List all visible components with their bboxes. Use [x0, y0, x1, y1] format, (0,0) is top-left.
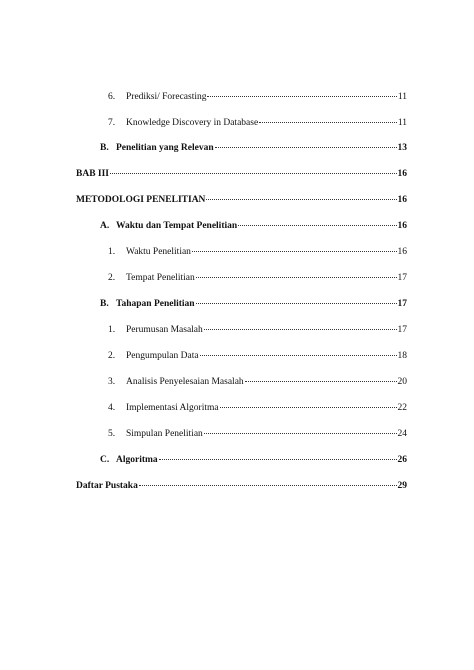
- dot-leader: [238, 225, 396, 226]
- toc-entry-title: Algoritma: [116, 455, 158, 465]
- toc-entry: [108, 323, 407, 337]
- dot-leader: [259, 122, 397, 123]
- toc-entry-title: Analisis Penyelesaian Masalah: [126, 377, 244, 387]
- toc-entry-number: 1.: [108, 247, 116, 257]
- toc-entry-title: Tahapan Penelitian: [116, 299, 195, 309]
- toc-entry: [76, 193, 407, 207]
- toc-entry-page: 24: [397, 429, 407, 439]
- toc-entry-page: 11: [397, 92, 407, 102]
- toc-entry: [108, 271, 407, 285]
- toc-entry: [108, 427, 407, 441]
- dot-leader: [110, 173, 397, 174]
- toc-entry-title: METODOLOGI PENELITIAN: [76, 195, 206, 205]
- toc-entry: [100, 141, 407, 155]
- toc-entry-title: Tempat Penelitian: [126, 273, 195, 283]
- toc-entry: [108, 90, 407, 104]
- toc-entry-page: 17: [397, 325, 407, 335]
- toc-entry-title: Pengumpulan Data: [126, 351, 199, 361]
- toc-entry-title: BAB III: [76, 169, 109, 179]
- toc-entry-page: 17: [397, 273, 407, 283]
- toc-entry: [100, 297, 407, 311]
- toc-entry-page: 16: [397, 247, 407, 257]
- toc-entry: [108, 375, 407, 389]
- toc-entry-number: 5.: [108, 429, 116, 439]
- dot-leader: [196, 303, 397, 304]
- toc-entry-title: Waktu Penelitian: [126, 247, 191, 257]
- dot-leader: [159, 459, 397, 460]
- dot-leader: [139, 485, 397, 486]
- dot-leader: [192, 251, 397, 252]
- toc-entry-page: 16: [397, 195, 407, 205]
- dot-leader: [200, 355, 397, 356]
- dot-leader: [196, 277, 397, 278]
- toc-entry-number: 2.: [108, 351, 116, 361]
- toc-entry-number: 7.: [108, 118, 116, 128]
- toc-entry-page: 26: [397, 455, 407, 465]
- toc-entry-page: 20: [397, 377, 407, 387]
- toc-entry: [76, 167, 407, 181]
- toc-entry-page: 13: [397, 143, 407, 153]
- toc-entry-page: 22: [397, 403, 407, 413]
- toc-entry-page: 17: [397, 299, 407, 309]
- toc-entry-title: Daftar Pustaka: [76, 481, 138, 491]
- toc-entry-number: B.: [100, 299, 109, 309]
- toc-entry: [100, 453, 407, 467]
- toc-entry-title: Knowledge Discovery in Database: [126, 118, 259, 128]
- toc-entry-number: A.: [100, 221, 110, 231]
- toc-entry-number: B.: [100, 143, 109, 153]
- toc-entry-title: Penelitian yang Relevan: [116, 143, 214, 153]
- toc-entry-title: Perumusan Masalah: [126, 325, 203, 335]
- toc-entry-title: Simpulan Penelitian: [126, 429, 203, 439]
- toc-entry-page: 16: [397, 221, 407, 231]
- dot-leader: [245, 381, 397, 382]
- toc-entry-number: 1.: [108, 325, 116, 335]
- toc-entry-page: 18: [397, 351, 407, 361]
- toc-entry-page: 29: [397, 481, 407, 491]
- toc-entry: [108, 245, 407, 259]
- dot-leader: [204, 329, 397, 330]
- toc-entry-page: 11: [397, 118, 407, 128]
- dot-leader: [220, 407, 397, 408]
- toc-entry-title: Implementasi Algoritma: [126, 403, 219, 413]
- toc-entry-number: 6.: [108, 92, 116, 102]
- toc-entry: [108, 349, 407, 363]
- toc-entry-title: Waktu dan Tempat Penelitian: [116, 221, 238, 231]
- toc-entry-number: C.: [100, 455, 110, 465]
- toc-entry: [108, 116, 407, 130]
- dot-leader: [206, 199, 396, 200]
- toc-entry-page: 16: [397, 169, 407, 179]
- toc-entry: [100, 219, 407, 233]
- dot-leader: [207, 96, 396, 97]
- toc-entry-title: Prediksi/ Forecasting: [126, 92, 207, 102]
- toc-entry: [76, 479, 407, 493]
- toc-entry-number: 2.: [108, 273, 116, 283]
- dot-leader: [215, 147, 397, 148]
- toc-entry: [108, 401, 407, 415]
- toc-entry-number: 3.: [108, 377, 116, 387]
- dot-leader: [204, 433, 397, 434]
- toc-entry-number: 4.: [108, 403, 116, 413]
